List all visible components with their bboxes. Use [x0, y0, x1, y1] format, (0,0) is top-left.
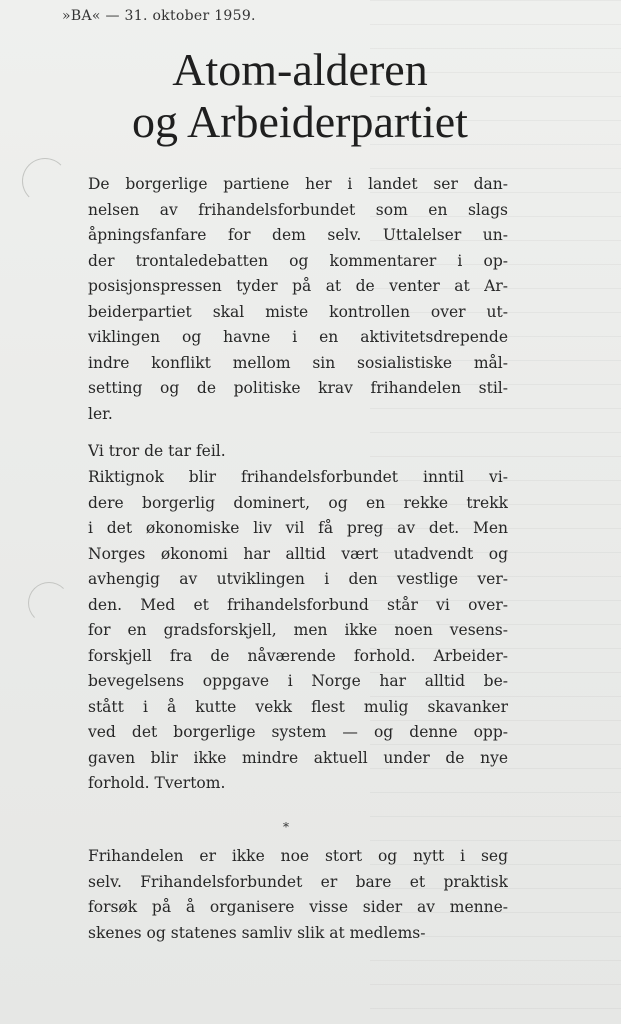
paragraph-3: [88, 465, 508, 797]
text-line: setting og de politiske krav frihandelen stil-: [88, 379, 508, 397]
paragraph-2: [88, 439, 508, 465]
text-line: beiderpartiet skal miste kontrollen over ut-: [88, 302, 508, 321]
text-line: for en gradsforskjell, men ikke noen vesens-: [88, 621, 508, 639]
text-line: Frihandelen er ikke noe stort og nytt i seg: [88, 847, 508, 865]
text-line: viklingen og havne i en aktivitetsdrepende: [88, 328, 508, 346]
headline-line-2: og Arbeiderpartiet: [132, 96, 468, 147]
text-line: bevegelsens oppgave i Norge har alltid be-: [88, 672, 508, 690]
text-line: åpningsfanfare for dem selv. Uttalelser un-: [88, 226, 508, 244]
paragraph-1: [88, 172, 508, 427]
paragraph-4: [88, 844, 508, 946]
text-line: forsøk på å organisere visse sider av menne-: [88, 898, 508, 916]
text-line: i det økonomiske liv vil få preg av det. Men: [88, 519, 508, 537]
text-line: ler.: [88, 404, 113, 423]
headline-line-1: Atom-alderen: [172, 44, 428, 95]
text-line: gaven blir ikke mindre aktuell under de nye: [88, 748, 508, 767]
paper-crease-mark: [28, 582, 70, 624]
text-line: skenes og statenes samliv slik at medlems-: [88, 923, 426, 942]
text-line: stått i å kutte vekk flest mulig skavanker: [88, 697, 508, 716]
text-line: der trontaledebatten og kommentarer i op-: [88, 251, 508, 270]
text-line: avhengig av utviklingen i den vestlige ver-: [88, 570, 508, 588]
text-line: dere borgerlig dominert, og en rekke trekk: [88, 493, 508, 512]
text-line: forskjell fra de nåværende forhold. Arbeider-: [88, 646, 508, 665]
section-separator: *: [283, 820, 289, 834]
paper-crease-mark: [22, 158, 68, 204]
text-line: posisjonspressen tyder på at de venter at Ar-: [88, 277, 508, 295]
text-line: Vi tror de tar feil.: [88, 442, 226, 460]
text-line: De borgerlige partiene her i landet ser dan-: [88, 175, 508, 193]
headline: [70, 44, 530, 148]
text-line: Riktignok blir frihandelsforbundet inntil vi-: [88, 468, 508, 486]
text-line: den. Med et frihandelsforbund står vi over-: [88, 595, 508, 614]
text-line: Norges økonomi har alltid vært utadvendt og: [88, 544, 508, 563]
text-line: forhold. Tvertom.: [88, 774, 226, 792]
text-line: indre konflikt mellom sin sosialistiske mål-: [88, 353, 508, 372]
text-line: ved det borgerlige system — og denne opp-: [88, 723, 508, 741]
text-line: selv. Frihandelsforbundet er bare et praktisk: [88, 872, 508, 891]
text-line: nelsen av frihandelsforbundet som en slags: [88, 200, 508, 219]
dateline: »BA« — 31. oktober 1959.: [62, 8, 256, 24]
